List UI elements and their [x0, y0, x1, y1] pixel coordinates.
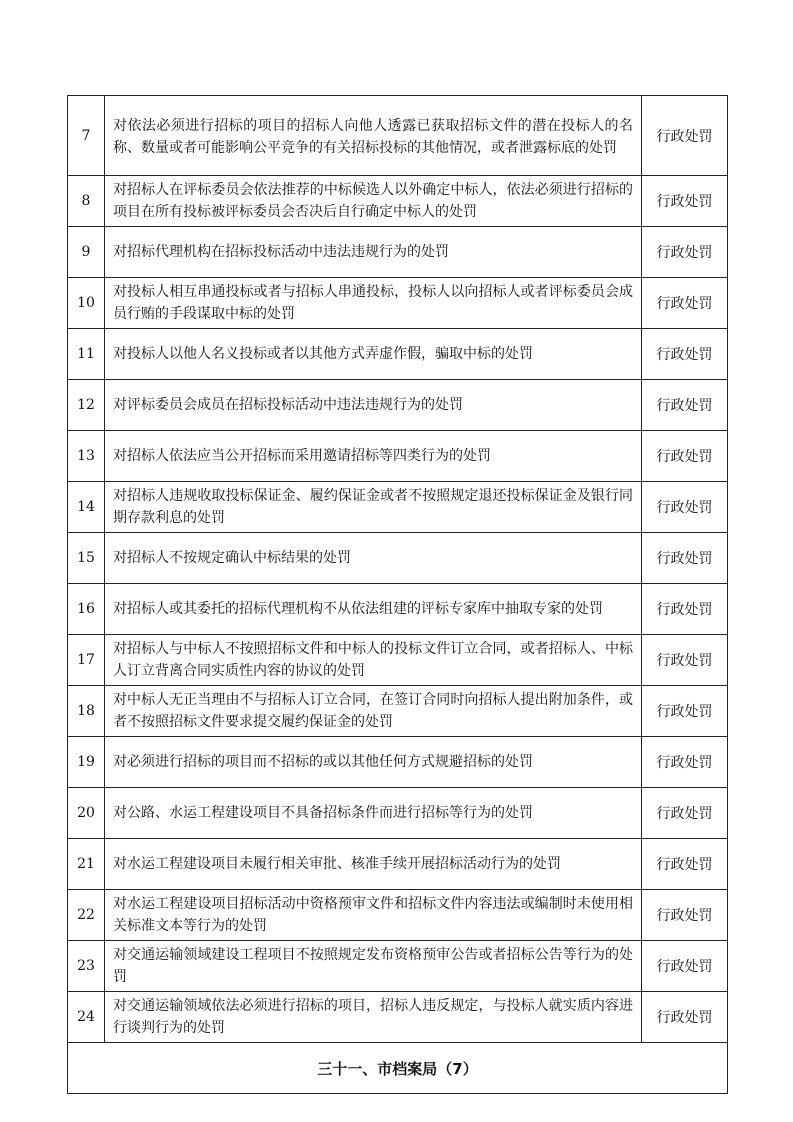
item-description: 对交通运输领域依法必须进行招标的项目，招标人违反规定，与投标人就实质内容进行谈判行为的处罚	[105, 992, 642, 1043]
table-row	[68, 941, 728, 992]
item-description: 对中标人无正当理由不与招标人订立合同，在签订合同时向招标人提出附加条件，或者不按照招标文件要求提交履约保证金的处罚	[105, 686, 642, 737]
item-description: 对依法必须进行招标的项目的招标人向他人透露已获取招标文件的潜在投标人的名称、数量或者可能影响公平竞争的有关招标投标的其他情况，或者泄露标底的处罚	[105, 96, 642, 176]
item-description: 对投标人以他人名义投标或者以其他方式弄虚作假，骗取中标的处罚	[105, 329, 642, 380]
item-type: 行政处罚	[642, 584, 728, 635]
item-type: 行政处罚	[642, 329, 728, 380]
item-type: 行政处罚	[642, 431, 728, 482]
table-row	[68, 431, 728, 482]
table-row	[68, 482, 728, 533]
row-number: 19	[68, 737, 105, 788]
item-description: 对评标委员会成员在招标投标活动中违法违规行为的处罚	[105, 380, 642, 431]
item-description: 对招标人与中标人不按照招标文件和中标人的投标文件订立合同，或者招标人、中标人订立背离合同实质性内容的协议的处罚	[105, 635, 642, 686]
item-type: 行政处罚	[642, 941, 728, 992]
item-description: 对水运工程建设项目未履行相关审批、核准手续开展招标活动行为的处罚	[105, 839, 642, 890]
row-number: 10	[68, 278, 105, 329]
row-number: 21	[68, 839, 105, 890]
table-row	[68, 788, 728, 839]
table-row	[68, 278, 728, 329]
item-type: 行政处罚	[642, 839, 728, 890]
table-row	[68, 584, 728, 635]
table-row	[68, 96, 728, 176]
penalty-list-table	[67, 95, 728, 1094]
item-description: 对招标人违规收取投标保证金、履约保证金或者不按照规定退还投标保证金及银行同期存款利息的处罚	[105, 482, 642, 533]
item-description: 对公路、水运工程建设项目不具备招标条件而进行招标等行为的处罚	[105, 788, 642, 839]
item-type: 行政处罚	[642, 737, 728, 788]
item-type: 行政处罚	[642, 227, 728, 278]
item-type: 行政处罚	[642, 96, 728, 176]
table-row	[68, 635, 728, 686]
item-description: 对必须进行招标的项目而不招标的或以其他任何方式规避招标的处罚	[105, 737, 642, 788]
row-number: 13	[68, 431, 105, 482]
row-number: 14	[68, 482, 105, 533]
item-description: 对招标代理机构在招标投标活动中违法违规行为的处罚	[105, 227, 642, 278]
item-description: 对投标人相互串通投标或者与招标人串通投标，投标人以向招标人或者评标委员会成员行贿的手段谋取中标的处罚	[105, 278, 642, 329]
item-type: 行政处罚	[642, 890, 728, 941]
row-number: 16	[68, 584, 105, 635]
section-heading-row	[68, 1043, 728, 1094]
table-row	[68, 686, 728, 737]
row-number: 8	[68, 176, 105, 227]
item-description: 对交通运输领域建设工程项目不按照规定发布资格预审公告或者招标公告等行为的处罚	[105, 941, 642, 992]
table-row	[68, 329, 728, 380]
table-row	[68, 737, 728, 788]
row-number: 18	[68, 686, 105, 737]
row-number: 11	[68, 329, 105, 380]
section-heading: 三十一、市档案局（7）	[68, 1043, 728, 1094]
item-type: 行政处罚	[642, 635, 728, 686]
item-type: 行政处罚	[642, 788, 728, 839]
item-description: 对招标人或其委托的招标代理机构不从依法组建的评标专家库中抽取专家的处罚	[105, 584, 642, 635]
item-description: 对水运工程建设项目招标活动中资格预审文件和招标文件内容违法或编制时未使用相关标准文本等行为的处罚	[105, 890, 642, 941]
row-number: 23	[68, 941, 105, 992]
table-row	[68, 890, 728, 941]
item-type: 行政处罚	[642, 380, 728, 431]
row-number: 20	[68, 788, 105, 839]
item-type: 行政处罚	[642, 278, 728, 329]
row-number: 9	[68, 227, 105, 278]
row-number: 15	[68, 533, 105, 584]
table-row	[68, 992, 728, 1043]
table-row	[68, 839, 728, 890]
item-description: 对招标人在评标委员会依法推荐的中标候选人以外确定中标人，依法必须进行招标的项目在所有投标被评标委员会否决后自行确定中标人的处罚	[105, 176, 642, 227]
table-row	[68, 380, 728, 431]
row-number: 17	[68, 635, 105, 686]
item-description: 对招标人不按规定确认中标结果的处罚	[105, 533, 642, 584]
item-type: 行政处罚	[642, 686, 728, 737]
row-number: 12	[68, 380, 105, 431]
item-description: 对招标人依法应当公开招标而采用邀请招标等四类行为的处罚	[105, 431, 642, 482]
table-row	[68, 176, 728, 227]
item-type: 行政处罚	[642, 482, 728, 533]
item-type: 行政处罚	[642, 992, 728, 1043]
row-number: 24	[68, 992, 105, 1043]
row-number: 7	[68, 96, 105, 176]
row-number: 22	[68, 890, 105, 941]
table-row	[68, 227, 728, 278]
item-type: 行政处罚	[642, 533, 728, 584]
table-body	[68, 96, 728, 1094]
table-row	[68, 533, 728, 584]
item-type: 行政处罚	[642, 176, 728, 227]
